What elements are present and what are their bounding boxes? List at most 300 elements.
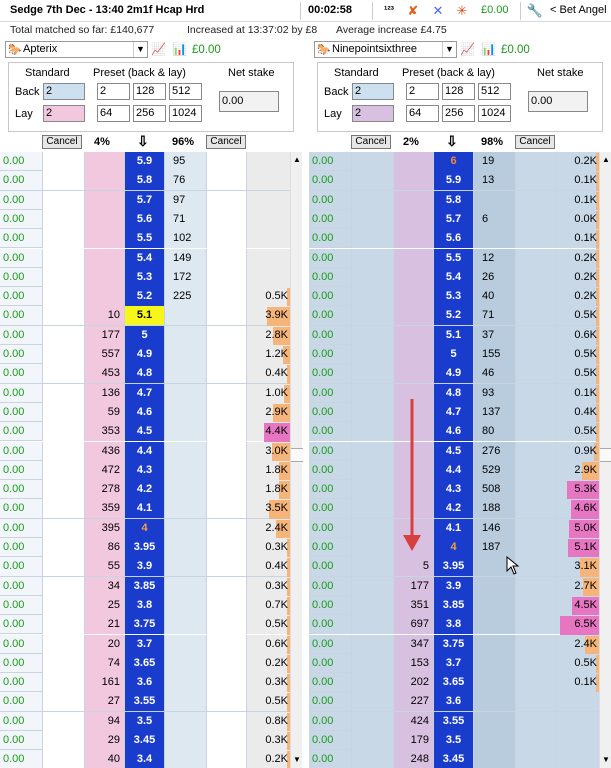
traded-volume-cell — [555, 596, 599, 615]
lay-bet-cell[interactable] — [351, 538, 393, 557]
back-bet-cell[interactable] — [206, 171, 246, 190]
traded-volume-value: 3.0K — [265, 444, 288, 457]
back-amount-cell[interactable] — [473, 673, 515, 692]
back-amount-cell[interactable] — [164, 422, 206, 441]
down-arrow-icon[interactable]: ⇩ — [137, 133, 149, 149]
back-amount-cell[interactable] — [473, 692, 515, 711]
back-amount-cell[interactable] — [164, 577, 206, 596]
lay-bet-cell[interactable] — [42, 596, 84, 615]
cancel-lay-button[interactable]: Cancel — [42, 135, 82, 149]
lay-amount-cell[interactable]: 359 — [84, 499, 124, 518]
back-amount-cell[interactable] — [164, 403, 206, 422]
back-amount-cell[interactable] — [164, 499, 206, 518]
back-amount-cell[interactable]: 188 — [473, 499, 515, 518]
lay-bet-cell[interactable] — [351, 422, 393, 441]
scroll-up-icon[interactable]: ▲ — [293, 155, 301, 164]
lay-bet-cell[interactable] — [42, 171, 84, 190]
lay-bet-cell[interactable] — [351, 499, 393, 518]
back-bet-cell[interactable] — [206, 519, 246, 538]
lay-bet-cell[interactable] — [351, 519, 393, 538]
back-bet-cell[interactable] — [206, 191, 246, 210]
lay-amount-cell[interactable] — [393, 210, 433, 229]
lay-bet-cell[interactable] — [42, 519, 84, 538]
back-stake-input[interactable]: 2 — [352, 83, 394, 100]
back-bet-cell[interactable] — [206, 306, 246, 325]
lay-bet-cell[interactable] — [351, 442, 393, 461]
lay-amount-cell[interactable] — [393, 152, 433, 171]
back-bet-cell[interactable] — [206, 229, 246, 248]
lay-bet-cell[interactable] — [351, 287, 393, 306]
scroll-down-icon[interactable]: ▼ — [602, 755, 610, 764]
traded-volume-cell — [246, 422, 290, 441]
lay-amount-cell[interactable] — [393, 364, 433, 383]
back-amount-cell[interactable] — [473, 635, 515, 654]
lay-amount-cell[interactable]: 179 — [393, 731, 433, 750]
lay-bet-cell[interactable] — [42, 692, 84, 711]
back-amount-cell[interactable]: 71 — [164, 210, 206, 229]
preset-lay-1[interactable]: 64 — [97, 105, 130, 122]
lay-amount-cell[interactable] — [84, 210, 124, 229]
lay-bet-cell[interactable] — [351, 654, 393, 673]
lay-bet-cell[interactable] — [42, 229, 84, 248]
lay-bet-cell[interactable] — [351, 326, 393, 345]
back-bet-cell[interactable] — [515, 499, 555, 518]
lay-amount-cell[interactable]: 25 — [84, 596, 124, 615]
lay-amount-cell[interactable]: 472 — [84, 461, 124, 480]
back-bet-cell[interactable] — [206, 731, 246, 750]
back-amount-cell[interactable] — [473, 750, 515, 768]
lay-bet-cell[interactable] — [42, 268, 84, 287]
back-bet-cell[interactable] — [206, 673, 246, 692]
lay-bet-cell[interactable] — [42, 191, 84, 210]
lay-amount-cell[interactable]: 424 — [393, 712, 433, 731]
lay-bet-cell[interactable] — [351, 577, 393, 596]
lay-bet-cell[interactable] — [351, 635, 393, 654]
ladder-scrollbar[interactable] — [290, 152, 302, 768]
lay-amount-cell[interactable]: 395 — [84, 519, 124, 538]
back-bet-cell[interactable] — [515, 306, 555, 325]
back-amount-cell[interactable] — [164, 306, 206, 325]
lay-amount-cell[interactable]: 29 — [84, 731, 124, 750]
lay-amount-cell[interactable]: 161 — [84, 673, 124, 692]
lay-bet-cell[interactable] — [351, 480, 393, 499]
lay-bet-cell[interactable] — [351, 171, 393, 190]
back-amount-cell[interactable]: 95 — [164, 152, 206, 171]
back-bet-cell[interactable] — [206, 345, 246, 364]
back-amount-cell[interactable]: 225 — [164, 287, 206, 306]
back-bet-cell[interactable] — [206, 480, 246, 499]
lay-amount-cell[interactable]: 347 — [393, 635, 433, 654]
preset-back-1[interactable]: 2 — [97, 83, 130, 100]
scroll-thumb[interactable] — [600, 448, 611, 462]
back-amount-cell[interactable] — [473, 577, 515, 596]
lay-bet-cell[interactable] — [42, 712, 84, 731]
back-bet-cell[interactable] — [515, 461, 555, 480]
back-amount-cell[interactable]: 6 — [473, 210, 515, 229]
lay-bet-cell[interactable] — [42, 615, 84, 634]
back-bet-cell[interactable] — [515, 345, 555, 364]
back-amount-cell[interactable]: 40 — [473, 287, 515, 306]
lay-amount-cell[interactable] — [393, 229, 433, 248]
lay-amount-cell[interactable] — [393, 268, 433, 287]
back-amount-cell[interactable]: 529 — [473, 461, 515, 480]
lay-bet-cell[interactable] — [42, 673, 84, 692]
lay-amount-cell[interactable]: 21 — [84, 615, 124, 634]
lay-bet-cell[interactable] — [351, 673, 393, 692]
back-amount-cell[interactable]: 76 — [164, 171, 206, 190]
back-amount-cell[interactable]: 80 — [473, 422, 515, 441]
lay-bet-cell[interactable] — [351, 191, 393, 210]
back-amount-cell[interactable] — [164, 326, 206, 345]
cancel-lay-button[interactable]: Cancel — [351, 135, 391, 149]
preset-back-2[interactable]: 128 — [442, 83, 475, 100]
back-bet-cell[interactable] — [515, 692, 555, 711]
back-bet-cell[interactable] — [515, 538, 555, 557]
lay-bet-cell[interactable] — [42, 306, 84, 325]
lay-bet-cell[interactable] — [351, 249, 393, 268]
lay-amount-cell[interactable]: 278 — [84, 480, 124, 499]
lay-amount-cell[interactable]: 86 — [84, 538, 124, 557]
back-amount-cell[interactable] — [164, 442, 206, 461]
runner-select[interactable] — [314, 41, 457, 58]
back-bet-cell[interactable] — [515, 635, 555, 654]
back-amount-cell[interactable]: 13 — [473, 171, 515, 190]
back-amount-cell[interactable]: 12 — [473, 249, 515, 268]
back-bet-cell[interactable] — [515, 364, 555, 383]
lay-amount-cell[interactable]: 5 — [393, 557, 433, 576]
lay-bet-cell[interactable] — [42, 461, 84, 480]
back-amount-cell[interactable] — [473, 229, 515, 248]
back-amount-cell[interactable] — [164, 364, 206, 383]
lay-amount-cell[interactable] — [84, 249, 124, 268]
lay-bet-cell[interactable] — [42, 480, 84, 499]
wrench-icon[interactable]: 🔧 — [526, 3, 544, 18]
back-bet-cell[interactable] — [206, 577, 246, 596]
back-amount-cell[interactable] — [164, 345, 206, 364]
back-bet-cell[interactable] — [206, 461, 246, 480]
back-bet-cell[interactable] — [515, 268, 555, 287]
scroll-thumb[interactable] — [291, 448, 303, 462]
lay-bet-cell[interactable] — [42, 499, 84, 518]
lay-amount-cell[interactable]: 94 — [84, 712, 124, 731]
back-bet-cell[interactable] — [515, 615, 555, 634]
back-bet-cell[interactable] — [206, 692, 246, 711]
back-amount-cell[interactable] — [473, 191, 515, 210]
lay-amount-cell[interactable]: 34 — [84, 577, 124, 596]
lay-bet-cell[interactable] — [351, 731, 393, 750]
back-amount-cell[interactable]: 172 — [164, 268, 206, 287]
lay-amount-cell[interactable]: 177 — [393, 577, 433, 596]
back-amount-cell[interactable]: 97 — [164, 191, 206, 210]
lay-amount-cell[interactable] — [84, 268, 124, 287]
back-amount-cell[interactable]: 46 — [473, 364, 515, 383]
ladder-chart-icon[interactable]: 📊 — [481, 42, 496, 56]
back-amount-cell[interactable]: 26 — [473, 268, 515, 287]
lay-amount-cell[interactable]: 177 — [84, 326, 124, 345]
back-bet-cell[interactable] — [206, 403, 246, 422]
lay-amount-cell[interactable]: 227 — [393, 692, 433, 711]
back-amount-cell[interactable]: 149 — [164, 249, 206, 268]
lay-bet-cell[interactable] — [42, 403, 84, 422]
lay-bet-cell[interactable] — [42, 384, 84, 403]
lay-bet-cell[interactable] — [351, 712, 393, 731]
back-bet-cell[interactable] — [515, 712, 555, 731]
preset-lay-3[interactable]: 1024 — [169, 105, 202, 122]
back-bet-cell[interactable] — [515, 249, 555, 268]
lay-bet-cell[interactable] — [351, 345, 393, 364]
back-bet-cell[interactable] — [206, 750, 246, 768]
back-bet-cell[interactable] — [515, 326, 555, 345]
lay-bet-cell[interactable] — [351, 692, 393, 711]
back-amount-cell[interactable] — [473, 615, 515, 634]
back-amount-cell[interactable] — [164, 461, 206, 480]
lightning-icon[interactable]: ✘ — [407, 3, 419, 18]
lay-bet-cell[interactable] — [42, 577, 84, 596]
cancel-back-button[interactable]: Cancel — [515, 135, 555, 149]
back-amount-cell[interactable] — [473, 654, 515, 673]
mouse-cursor-icon — [506, 556, 520, 576]
lay-bet-cell[interactable] — [42, 731, 84, 750]
back-bet-cell[interactable] — [515, 654, 555, 673]
lay-bet-cell[interactable] — [42, 422, 84, 441]
runner-select[interactable] — [5, 41, 148, 58]
back-bet-cell[interactable] — [206, 249, 246, 268]
lay-amount-cell[interactable]: 40 — [84, 750, 124, 768]
back-amount-cell[interactable]: 19 — [473, 152, 515, 171]
back-amount-cell[interactable] — [473, 596, 515, 615]
back-bet-cell[interactable] — [206, 712, 246, 731]
back-bet-cell[interactable] — [206, 635, 246, 654]
ladder-row — [0, 268, 290, 287]
back-bet-cell[interactable] — [515, 422, 555, 441]
back-bet-cell[interactable] — [515, 229, 555, 248]
lay-bet-cell[interactable] — [351, 750, 393, 768]
traded-volume-value: 2.9K — [574, 463, 597, 476]
chart-icon[interactable]: 📈 — [151, 42, 166, 56]
lay-amount-cell[interactable]: 74 — [84, 654, 124, 673]
preset-back-3[interactable]: 512 — [478, 83, 511, 100]
back-bet-cell[interactable] — [515, 480, 555, 499]
preset-lay-2[interactable]: 256 — [442, 105, 475, 122]
lay-amount-cell[interactable]: 59 — [84, 403, 124, 422]
lay-bet-cell[interactable] — [351, 152, 393, 171]
lay-amount-cell[interactable]: 557 — [84, 345, 124, 364]
lay-bet-cell[interactable] — [42, 249, 84, 268]
preset-back-1[interactable]: 2 — [406, 83, 439, 100]
lay-bet-cell[interactable] — [351, 364, 393, 383]
lay-bet-cell[interactable] — [42, 750, 84, 768]
back-bet-cell[interactable] — [515, 191, 555, 210]
back-bet-cell[interactable] — [515, 596, 555, 615]
back-stake-input[interactable]: 2 — [43, 83, 85, 100]
lay-amount-cell[interactable]: 202 — [393, 673, 433, 692]
numbers-icon[interactable]: ¹²³ — [384, 5, 394, 16]
lay-bet-cell[interactable] — [42, 210, 84, 229]
back-amount-cell[interactable] — [164, 731, 206, 750]
back-bet-cell[interactable] — [206, 557, 246, 576]
back-amount-cell[interactable]: 508 — [473, 480, 515, 499]
back-bet-cell[interactable] — [515, 442, 555, 461]
ladder-chart-icon[interactable]: 📊 — [172, 42, 187, 56]
back-bet-cell[interactable] — [206, 384, 246, 403]
preset-lay-2[interactable]: 256 — [133, 105, 166, 122]
lay-amount-cell[interactable] — [393, 191, 433, 210]
lay-bet-cell[interactable] — [351, 615, 393, 634]
lay-amount-cell[interactable]: 436 — [84, 442, 124, 461]
lay-amount-cell[interactable] — [84, 171, 124, 190]
back-bet-cell[interactable] — [206, 654, 246, 673]
back-amount-cell[interactable]: 71 — [473, 306, 515, 325]
back-amount-cell[interactable] — [164, 538, 206, 557]
back-bet-cell[interactable] — [515, 287, 555, 306]
lay-amount-cell[interactable] — [393, 326, 433, 345]
back-amount-cell[interactable]: 93 — [473, 384, 515, 403]
back-amount-cell[interactable]: 37 — [473, 326, 515, 345]
lay-bet-cell[interactable] — [351, 557, 393, 576]
back-bet-cell[interactable] — [515, 519, 555, 538]
ladder-scrollbar[interactable] — [599, 152, 611, 768]
chevron-down-icon[interactable]: ▼ — [133, 42, 147, 57]
back-bet-cell[interactable] — [515, 152, 555, 171]
preset-lay-1[interactable]: 64 — [406, 105, 439, 122]
lay-amount-cell[interactable] — [84, 191, 124, 210]
back-bet-cell[interactable] — [515, 557, 555, 576]
lay-amount-cell[interactable]: 351 — [393, 596, 433, 615]
preset-back-2[interactable]: 128 — [133, 83, 166, 100]
flag-icon[interactable]: ✳ — [456, 3, 468, 18]
back-bet-cell[interactable] — [515, 731, 555, 750]
preset-back-3[interactable]: 512 — [169, 83, 202, 100]
lay-bet-cell[interactable] — [42, 635, 84, 654]
cross-target-icon[interactable]: ✕ — [432, 3, 444, 18]
lay-amount-cell[interactable]: 20 — [84, 635, 124, 654]
back-amount-cell[interactable] — [164, 615, 206, 634]
back-amount-cell[interactable]: 155 — [473, 345, 515, 364]
lay-bet-cell[interactable] — [42, 538, 84, 557]
lay-bet-cell[interactable] — [42, 364, 84, 383]
back-bet-cell[interactable] — [515, 673, 555, 692]
back-bet-cell[interactable] — [206, 615, 246, 634]
back-bet-cell[interactable] — [206, 538, 246, 557]
lay-amount-cell[interactable]: 453 — [84, 364, 124, 383]
lay-bet-cell[interactable] — [351, 210, 393, 229]
back-amount-cell[interactable] — [473, 712, 515, 731]
back-bet-cell[interactable] — [515, 384, 555, 403]
lay-bet-cell[interactable] — [42, 345, 84, 364]
back-bet-cell[interactable] — [206, 287, 246, 306]
lay-amount-cell[interactable]: 153 — [393, 654, 433, 673]
back-amount-cell[interactable]: 276 — [473, 442, 515, 461]
lay-amount-cell[interactable] — [393, 171, 433, 190]
back-bet-cell[interactable] — [206, 442, 246, 461]
back-bet-cell[interactable] — [206, 152, 246, 171]
back-amount-cell[interactable]: 137 — [473, 403, 515, 422]
lay-bet-cell[interactable] — [351, 384, 393, 403]
back-bet-cell[interactable] — [206, 210, 246, 229]
lay-bet-cell[interactable] — [42, 442, 84, 461]
back-amount-cell[interactable] — [164, 480, 206, 499]
lay-stake-input[interactable]: 2 — [352, 105, 394, 122]
lay-amount-cell[interactable] — [84, 152, 124, 171]
lay-bet-cell[interactable] — [351, 596, 393, 615]
back-bet-cell[interactable] — [206, 364, 246, 383]
lay-amount-cell[interactable] — [393, 306, 433, 325]
scroll-up-icon[interactable]: ▲ — [602, 155, 610, 164]
lay-amount-cell[interactable]: 248 — [393, 750, 433, 768]
lay-amount-cell[interactable] — [393, 287, 433, 306]
lay-amount-cell[interactable] — [393, 345, 433, 364]
lay-bet-cell[interactable] — [351, 461, 393, 480]
back-amount-cell[interactable] — [473, 731, 515, 750]
lay-amount-cell[interactable]: 697 — [393, 615, 433, 634]
back-amount-cell[interactable] — [164, 557, 206, 576]
lay-amount-cell[interactable]: 27 — [84, 692, 124, 711]
lay-bet-cell[interactable] — [42, 557, 84, 576]
back-bet-cell[interactable] — [515, 577, 555, 596]
lay-bet-cell[interactable] — [351, 403, 393, 422]
lay-bet-cell[interactable] — [42, 326, 84, 345]
lay-bet-cell[interactable] — [42, 287, 84, 306]
lay-amount-cell[interactable] — [84, 229, 124, 248]
back-amount-cell[interactable]: 187 — [473, 538, 515, 557]
back-amount-cell[interactable] — [164, 596, 206, 615]
traded-volume-value: 0.5K — [265, 695, 288, 708]
chevron-down-icon[interactable]: ▼ — [442, 42, 456, 57]
odds-cell: 5.7 — [433, 210, 473, 229]
cancel-back-button[interactable]: Cancel — [206, 135, 246, 149]
lay-amount-cell[interactable] — [84, 287, 124, 306]
back-amount-cell[interactable] — [164, 519, 206, 538]
lay-amount-cell[interactable] — [393, 249, 433, 268]
back-amount-cell[interactable] — [164, 712, 206, 731]
back-bet-cell[interactable] — [206, 499, 246, 518]
lay-bet-cell[interactable] — [42, 152, 84, 171]
down-arrow-icon[interactable]: ⇩ — [446, 133, 458, 149]
back-amount-cell[interactable]: 102 — [164, 229, 206, 248]
lay-amount-cell[interactable]: 10 — [84, 306, 124, 325]
lay-bet-cell[interactable] — [42, 654, 84, 673]
back-amount-cell[interactable] — [164, 673, 206, 692]
preset-lay-3[interactable]: 1024 — [478, 105, 511, 122]
back-bet-cell[interactable] — [206, 268, 246, 287]
back-bet-cell[interactable] — [206, 422, 246, 441]
back-bet-cell[interactable] — [515, 171, 555, 190]
back-amount-cell[interactable]: 146 — [473, 519, 515, 538]
back-amount-cell[interactable] — [164, 654, 206, 673]
back-amount-cell[interactable] — [164, 635, 206, 654]
lay-bet-cell[interactable] — [351, 306, 393, 325]
lay-amount-cell[interactable]: 353 — [84, 422, 124, 441]
back-bet-cell[interactable] — [515, 210, 555, 229]
lay-bet-cell[interactable] — [351, 268, 393, 287]
back-amount-cell[interactable] — [164, 750, 206, 768]
bet-angel-link[interactable]: < Bet Angel — [550, 4, 607, 16]
back-bet-cell[interactable] — [515, 750, 555, 768]
lay-bet-cell[interactable] — [351, 229, 393, 248]
chart-icon[interactable]: 📈 — [460, 42, 475, 56]
scroll-down-icon[interactable]: ▼ — [293, 755, 301, 764]
back-bet-cell[interactable] — [206, 326, 246, 345]
back-amount-cell[interactable] — [164, 384, 206, 403]
odds-cell: 4.3 — [433, 480, 473, 499]
lay-stake-input[interactable]: 2 — [43, 105, 85, 122]
traded-volume-cell — [555, 210, 599, 229]
lay-amount-cell[interactable]: 55 — [84, 557, 124, 576]
lay-amount-cell[interactable]: 136 — [84, 384, 124, 403]
back-bet-cell[interactable] — [515, 403, 555, 422]
back-bet-cell[interactable] — [206, 596, 246, 615]
back-amount-cell[interactable] — [164, 692, 206, 711]
